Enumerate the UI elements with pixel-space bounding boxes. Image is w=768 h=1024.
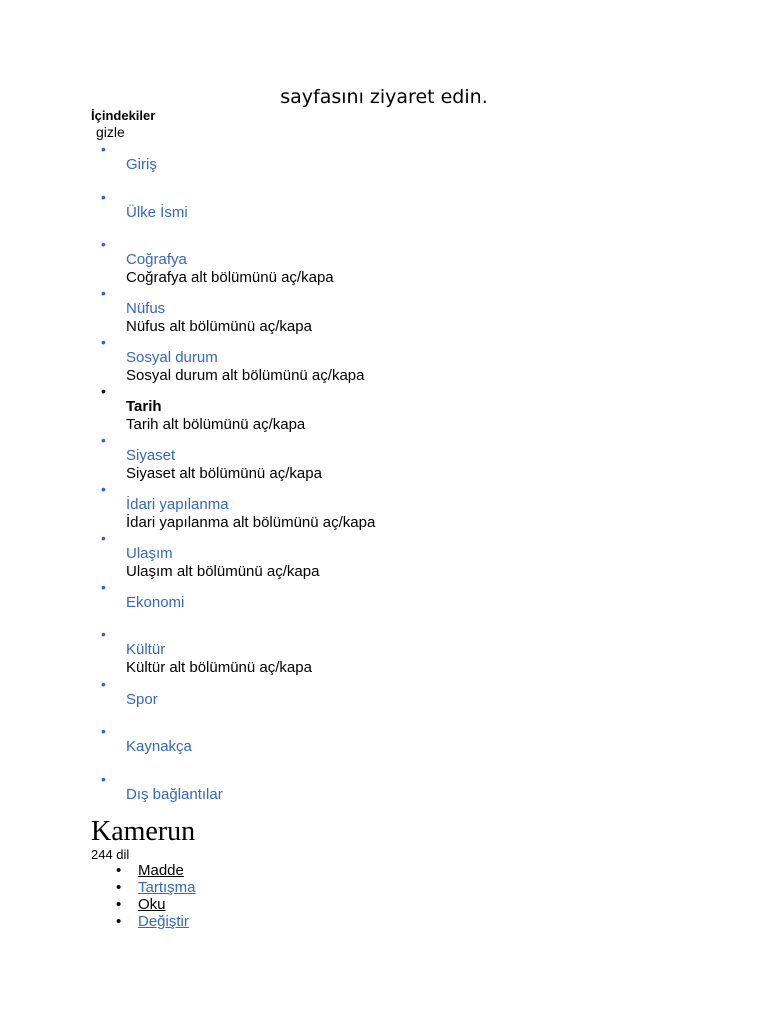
bullet-icon: • — [101, 432, 106, 448]
toc-item-cografya[interactable] — [101, 236, 601, 290]
toc-link-current[interactable]: Tarih — [126, 398, 162, 415]
toc-title: İçindekiler — [91, 108, 156, 123]
toc-item-tarih[interactable] — [101, 383, 601, 437]
toc-subsection-toggle[interactable]: Kültür alt bölümünü aç/kapa — [126, 659, 312, 676]
toc-subsection-toggle[interactable]: Siyaset alt bölümünü aç/kapa — [126, 465, 322, 482]
toc-item-giris[interactable] — [101, 141, 601, 195]
toc-subsection-toggle[interactable]: Tarih alt bölümünü aç/kapa — [126, 416, 306, 433]
bullet-icon: • — [101, 626, 106, 642]
toc-link[interactable]: Ülke İsmi — [126, 204, 188, 221]
toc-subsection-toggle[interactable]: İdari yapılanma alt bölümünü aç/kapa — [126, 514, 376, 531]
bullet-icon: • — [101, 723, 106, 739]
bullet-icon: • — [101, 334, 106, 350]
toc-subsection-toggle[interactable]: Coğrafya alt bölümünü aç/kapa — [126, 269, 334, 286]
tab-tartisma[interactable] — [116, 879, 196, 897]
bullet-icon: • — [116, 896, 122, 913]
toc-link[interactable]: İdari yapılanma — [126, 496, 229, 513]
toc-item-ulke-ismi[interactable] — [101, 189, 601, 243]
toc-link[interactable]: Ekonomi — [126, 594, 185, 611]
toc-link[interactable]: Kültür — [126, 641, 166, 658]
bullet-icon: • — [101, 236, 106, 252]
tab-label[interactable]: Tartışma — [138, 879, 196, 896]
toc-hide-toggle[interactable]: gizle — [96, 124, 125, 140]
toc-link[interactable]: Ulaşım — [126, 545, 173, 562]
toc-item-nufus[interactable] — [101, 285, 601, 339]
toc-item-idari-yapilanma[interactable] — [101, 481, 601, 535]
toc-link[interactable]: Nüfus — [126, 300, 166, 317]
tab-degistir[interactable] — [116, 913, 189, 931]
bullet-icon: • — [101, 141, 106, 157]
bullet-icon: • — [101, 579, 106, 595]
bullet-icon: • — [101, 383, 106, 399]
toc-subsection-toggle[interactable]: Sosyal durum alt bölümünü aç/kapa — [126, 367, 365, 384]
notice-text: sayfasını ziyaret edin. — [280, 86, 488, 108]
article-title: Kamerun — [91, 816, 196, 847]
toc-item-ekonomi[interactable] — [101, 579, 601, 633]
bullet-icon: • — [101, 189, 106, 205]
bullet-icon: • — [101, 530, 106, 546]
toc-subsection-toggle[interactable]: Ulaşım alt bölümünü aç/kapa — [126, 563, 320, 580]
toc-item-sosyal-durum[interactable] — [101, 334, 601, 388]
toc-item-kultur[interactable] — [101, 626, 601, 680]
toc-link[interactable]: Kaynakça — [126, 738, 192, 755]
tab-madde[interactable] — [116, 862, 184, 880]
bullet-icon: • — [116, 913, 122, 930]
bullet-icon: • — [116, 862, 122, 879]
toc-link[interactable]: Spor — [126, 691, 158, 708]
toc-link[interactable]: Coğrafya — [126, 251, 187, 268]
bullet-icon: • — [101, 285, 106, 301]
toc-link[interactable]: Dış bağlantılar — [126, 786, 223, 803]
toc-link[interactable]: Siyaset — [126, 447, 176, 464]
toc-item-ulasim[interactable] — [101, 530, 601, 584]
bullet-icon: • — [101, 771, 106, 787]
toc-link[interactable]: Giriş — [126, 156, 157, 173]
toc-item-siyaset[interactable] — [101, 432, 601, 486]
bullet-icon: • — [101, 676, 106, 692]
toc-item-spor[interactable] — [101, 676, 601, 730]
bullet-icon: • — [116, 879, 122, 896]
tab-label[interactable]: Madde — [138, 862, 184, 879]
toc-subsection-toggle[interactable]: Nüfus alt bölümünü aç/kapa — [126, 318, 312, 335]
toc-link[interactable]: Sosyal durum — [126, 349, 218, 366]
tab-label[interactable]: Oku — [138, 896, 166, 913]
tab-label[interactable]: Değiştir — [138, 913, 189, 930]
toc-item-kaynakca[interactable] — [101, 723, 601, 777]
bullet-icon: • — [101, 481, 106, 497]
tab-oku[interactable] — [116, 896, 166, 914]
language-count-button[interactable]: 244 dil — [91, 847, 130, 862]
